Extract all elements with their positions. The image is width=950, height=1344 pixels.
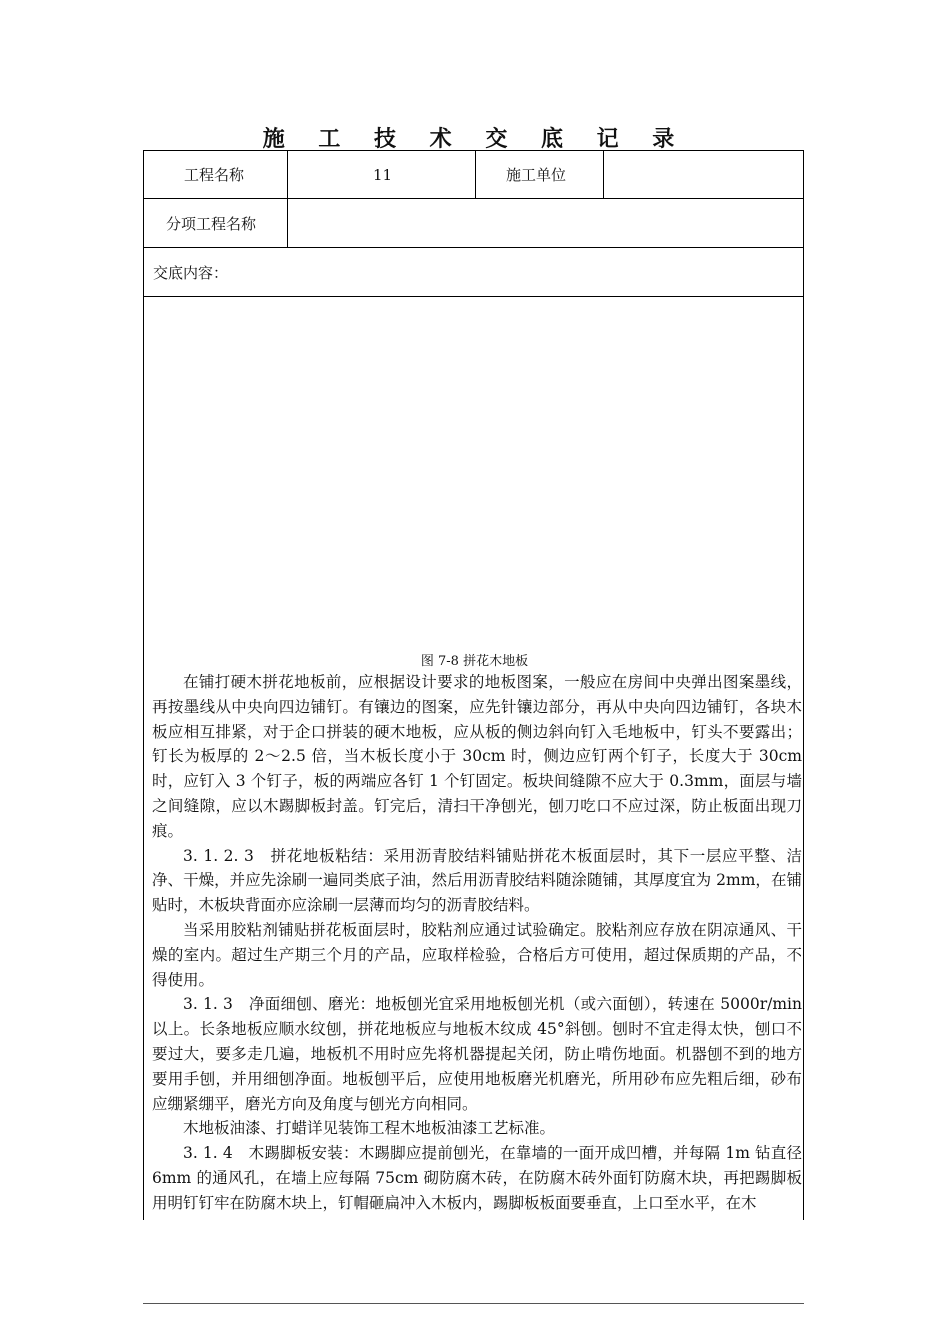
construction-unit-label: 施工单位 bbox=[506, 166, 567, 184]
record-table bbox=[143, 150, 804, 1220]
column-divider bbox=[475, 151, 476, 199]
content-label: 交底内容： bbox=[153, 264, 229, 282]
document-title: 施 工 技 术 交 底 记 录 bbox=[262, 127, 688, 152]
column-divider bbox=[287, 151, 288, 199]
paragraph: 在铺打硬木拼花地板前，应根据设计要求的地板图案，一般应在房间中央弹出图案墨线，再按墨线从中央向四边铺钉。有镶边的图案，应先针镶边部分，再从中央向四边铺钉，各块木板应相互排紧，对于企口拼装的硬木地板，应从板的侧边斜向钉入毛地板中，钉头不要露出；钉长为板厚的 2～2.5 倍，当木板长度小于 30cm 时，侧边应钉两个钉子，长度大于 30cm 时，应钉入 3 个钉子，板的两端应各钉 1 个钉固定。板块间缝隙不应大于 0.3mm，面层与墙之间缝隙，应以木踢脚板封盖。钉完后，清扫干净刨光，刨刀吃口不应过深，防止板面出现刀痕。 bbox=[152, 673, 802, 840]
content-body bbox=[152, 670, 802, 1216]
figure-caption: 图 7-8 拼花木地板 bbox=[420, 654, 529, 669]
paragraph: 木地板油漆、打蜡详见装饰工程木地板油漆工艺标准。 bbox=[183, 1119, 556, 1138]
column-divider bbox=[287, 199, 288, 247]
paragraph: 3. 1. 3 净面细刨、磨光：地板刨光宜采用地板刨光机（或六面刨），转速在 5000r/min 以上。长条地板应顺水纹刨，拼花地板应与地板木纹成 45°斜刨。刨时不宜走得太快，刨口不要过大，要多走几遍，地板机不用时应先将机器提起关闭，防止啃伤地面。机器刨不到的地方要用手刨，并用细刨净面。地板刨平后，应使用地板磨光机磨光，所用砂布应先粗后细，砂布应绷紧绷平，磨光方向及角度与刨光方向相同。 bbox=[152, 995, 802, 1113]
column-divider bbox=[603, 151, 604, 199]
row-divider bbox=[144, 247, 803, 248]
project-name-value: 11 bbox=[373, 166, 393, 184]
paragraph: 3. 1. 4 木踢脚板安装：木踢脚应提前刨光，在靠墙的一面开成凹槽，并每隔 1m 钻直径 6mm 的通风孔，在墙上应每隔 75cm 砌防腐木砖，在防腐木砖外面钉防腐木块，再把踢脚板用明钉钉牢在防腐木块上，钉帽砸扁冲入木板内，踢脚板板面要垂直，上口至水平，在木 bbox=[152, 1144, 802, 1212]
paragraph: 3. 1. 2. 3 拼花地板粘结：采用沥青胶结料铺贴拼花木板面层时，其下一层应平整、洁净、干燥，并应先涂刷一遍同类底子油，然后用沥青胶结料随涂随铺，其厚度宜为 2mm，在铺贴时，木板块背面亦应涂刷一层薄而均匀的沥青胶结料。 bbox=[152, 846, 802, 915]
sub-project-label: 分项工程名称 bbox=[166, 215, 257, 233]
row-divider bbox=[144, 198, 803, 199]
footer-divider bbox=[143, 1303, 804, 1304]
row-divider bbox=[144, 296, 803, 297]
paragraph: 当采用胶粘剂铺贴拼花板面层时，胶粘剂应通过试验确定。胶粘剂应存放在阴凉通风、干燥的室内。超过生产期三个月的产品，应取样检验，合格后方可使用，超过保质期的产品，不得使用。 bbox=[152, 920, 802, 989]
project-name-label: 工程名称 bbox=[184, 166, 245, 184]
